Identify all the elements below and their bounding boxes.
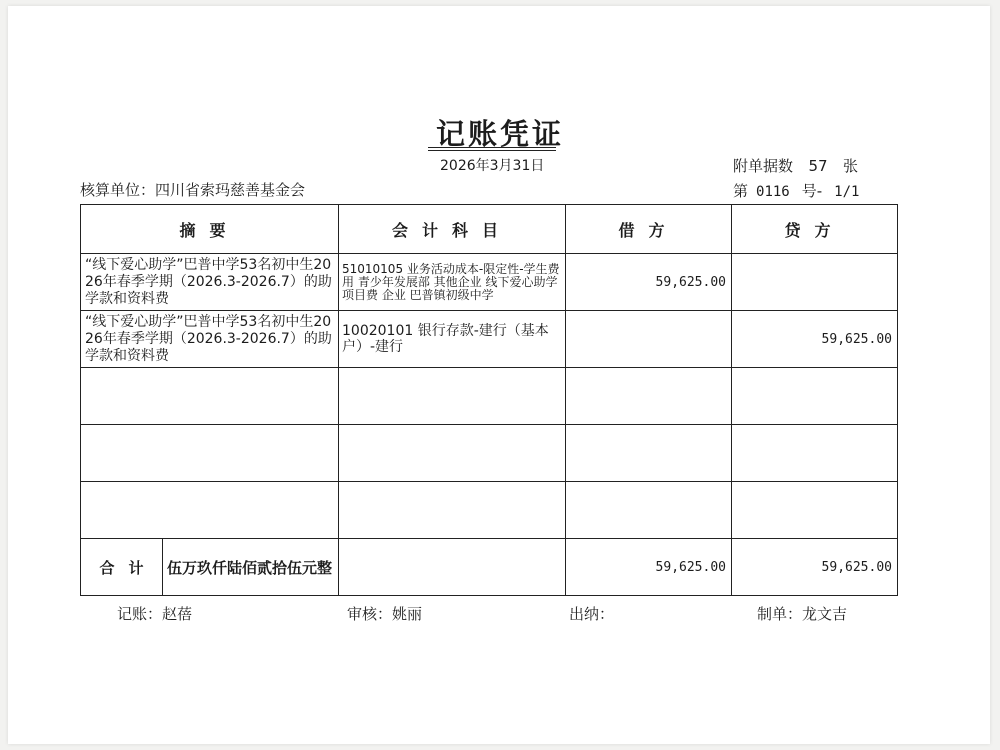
preparer-name: 龙文吉 (802, 605, 848, 623)
total-summary-cell (81, 539, 339, 596)
table-row (81, 425, 898, 482)
bookkeeper-name: 赵蓓 (162, 605, 193, 623)
table-row (81, 254, 898, 311)
entry-summary: “线下爱心助学”巴普中学53名初中生2026年春季学期（2026.3-2026.7）的助学款和资料费 (81, 311, 339, 368)
entry-summary (81, 368, 339, 425)
header-row (81, 205, 898, 254)
entry-account (339, 482, 566, 539)
reviewer-name: 姚丽 (392, 605, 423, 623)
accounting-unit (80, 179, 305, 200)
accounting-unit-label: 核算单位： (80, 181, 156, 199)
entry-summary (81, 425, 339, 482)
bookkeeper-label: 记账： (117, 605, 163, 623)
voucher-title: 记账凭证 (435, 117, 564, 151)
entry-credit (732, 482, 898, 539)
header-account: 会计科目 (339, 205, 566, 254)
voucher-date: 2026年3月31日 (440, 158, 545, 174)
preparer-signature (757, 603, 847, 624)
cashier-signature (569, 603, 614, 624)
entry-debit (566, 368, 732, 425)
table-row (81, 482, 898, 539)
accounting-unit-name: 四川省索玛慈善基金会 (155, 181, 306, 199)
total-label: 合计 (81, 539, 163, 595)
entry-debit: 59,625.00 (566, 254, 732, 311)
voucher-page: 1/1 (834, 184, 860, 200)
voucher-number (733, 180, 859, 201)
entry-debit (566, 482, 732, 539)
entry-credit (732, 425, 898, 482)
entry-debit (566, 311, 732, 368)
entry-credit (732, 368, 898, 425)
total-amount-in-words: 伍万玖仟陆佰贰拾伍元整 (167, 558, 333, 577)
voucher-number-prefix: 第 (733, 182, 749, 200)
entry-summary (81, 482, 339, 539)
table-row (81, 311, 898, 368)
title-underline-top (428, 147, 556, 148)
entry-credit: 59,625.00 (732, 311, 898, 368)
preparer-label: 制单： (757, 605, 803, 623)
reviewer-label: 审核： (347, 605, 393, 623)
total-account-cell (339, 539, 566, 596)
header-summary: 摘要 (81, 205, 339, 254)
entry-account (339, 425, 566, 482)
entry-account: 51010105 业务活动成本-限定性-学生费用 青少年发展部 其他企业 线下爱心助学 项目费 企业 巴普镇初级中学 (339, 254, 566, 311)
entry-summary: “线下爱心助学”巴普中学53名初中生2026年春季学期（2026.3-2026.7）的助学款和资料费 (81, 254, 339, 311)
header-debit: 借方 (566, 205, 732, 254)
total-debit: 59,625.00 (566, 539, 732, 596)
attachments-count (733, 155, 858, 176)
attachments-number: 57 (808, 157, 828, 175)
reviewer-signature (347, 603, 422, 624)
title-underline-bottom (428, 150, 556, 151)
entry-account (339, 368, 566, 425)
entry-debit (566, 425, 732, 482)
cashier-label: 出纳： (569, 605, 615, 623)
attachments-label: 附单据数 (733, 157, 794, 175)
table-row (81, 368, 898, 425)
entry-credit (732, 254, 898, 311)
total-row (81, 539, 898, 596)
bookkeeper-signature (117, 603, 192, 624)
header-credit: 贷方 (732, 205, 898, 254)
total-credit: 59,625.00 (732, 539, 898, 596)
entry-account: 10020101 银行存款-建行（基本户）-建行 (339, 311, 566, 368)
voucher-number-suffix: 号- (801, 182, 823, 200)
attachments-unit: 张 (843, 157, 859, 175)
voucher-table (80, 204, 898, 596)
voucher-number-value: 0116 (756, 184, 790, 200)
